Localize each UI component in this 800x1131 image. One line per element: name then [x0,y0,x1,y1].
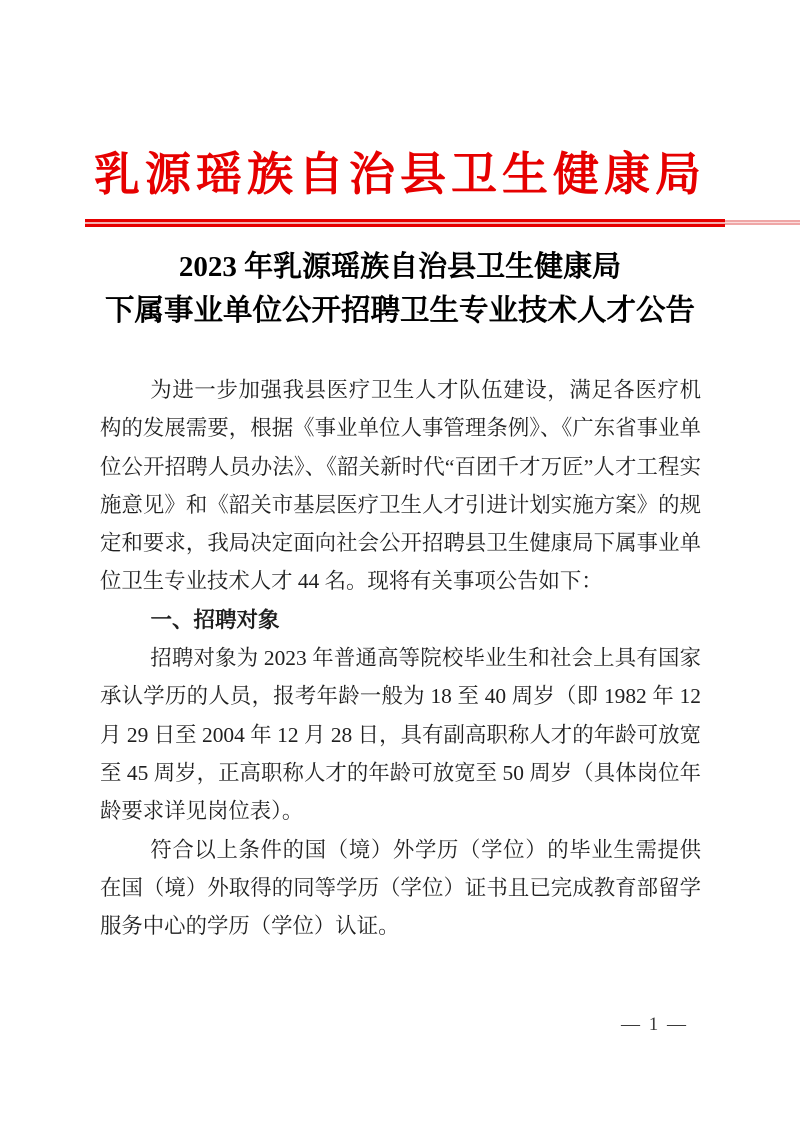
page-number: — 1 — [621,1014,688,1035]
intro-paragraph: 为进一步加强我县医疗卫生人才队伍建设，满足各医疗机构的发展需要，根据《事业单位人事管理条例》、《广东省事业单位公开招聘人员办法》、《韶关新时代“百团千才万匠”人才工程实施意见》和《韶关市基层医疗卫生人才引进计划实施方案》的规定和要求，我局决定面向社会公开招聘县卫生健康局下属事业单位卫生专业技术人才 44 名。现将有关事项公告如下： [100,378,701,594]
body-paragraph: 招聘对象为 2023 年普通高等院校毕业生和社会上具有国家承认学历的人员，报考年龄一般为 18 至 40 周岁（即 1982 年 12 月 29 日至 2004 年 12 月 28 日，具有副高职称人才的年龄可放宽至 45 周岁，正高职称人才的年龄可放宽至 50 周岁（具体岗位年龄要求详见岗位表）。 [100,646,701,824]
red-divider [85,219,800,227]
document-body [100,371,701,945]
agency-masthead: 乳源瑶族自治县卫生健康局 [94,149,706,200]
body-paragraph: 符合以上条件的国（境）外学历（学位）的毕业生需提供在国（境）外取得的同等学历（学位）证书且已完成教育部留学服务中心的学历（学位）认证。 [100,837,701,939]
document-title [0,246,800,334]
section-heading: 一、招聘对象 [150,607,280,632]
red-divider-extension [725,220,800,225]
red-divider-main [85,219,725,227]
document-title-line2: 下属事业单位公开招聘卫生专业技术人才公告 [104,295,695,327]
document-title-line1: 2023 年乳源瑶族自治县卫生健康局 [178,251,622,283]
